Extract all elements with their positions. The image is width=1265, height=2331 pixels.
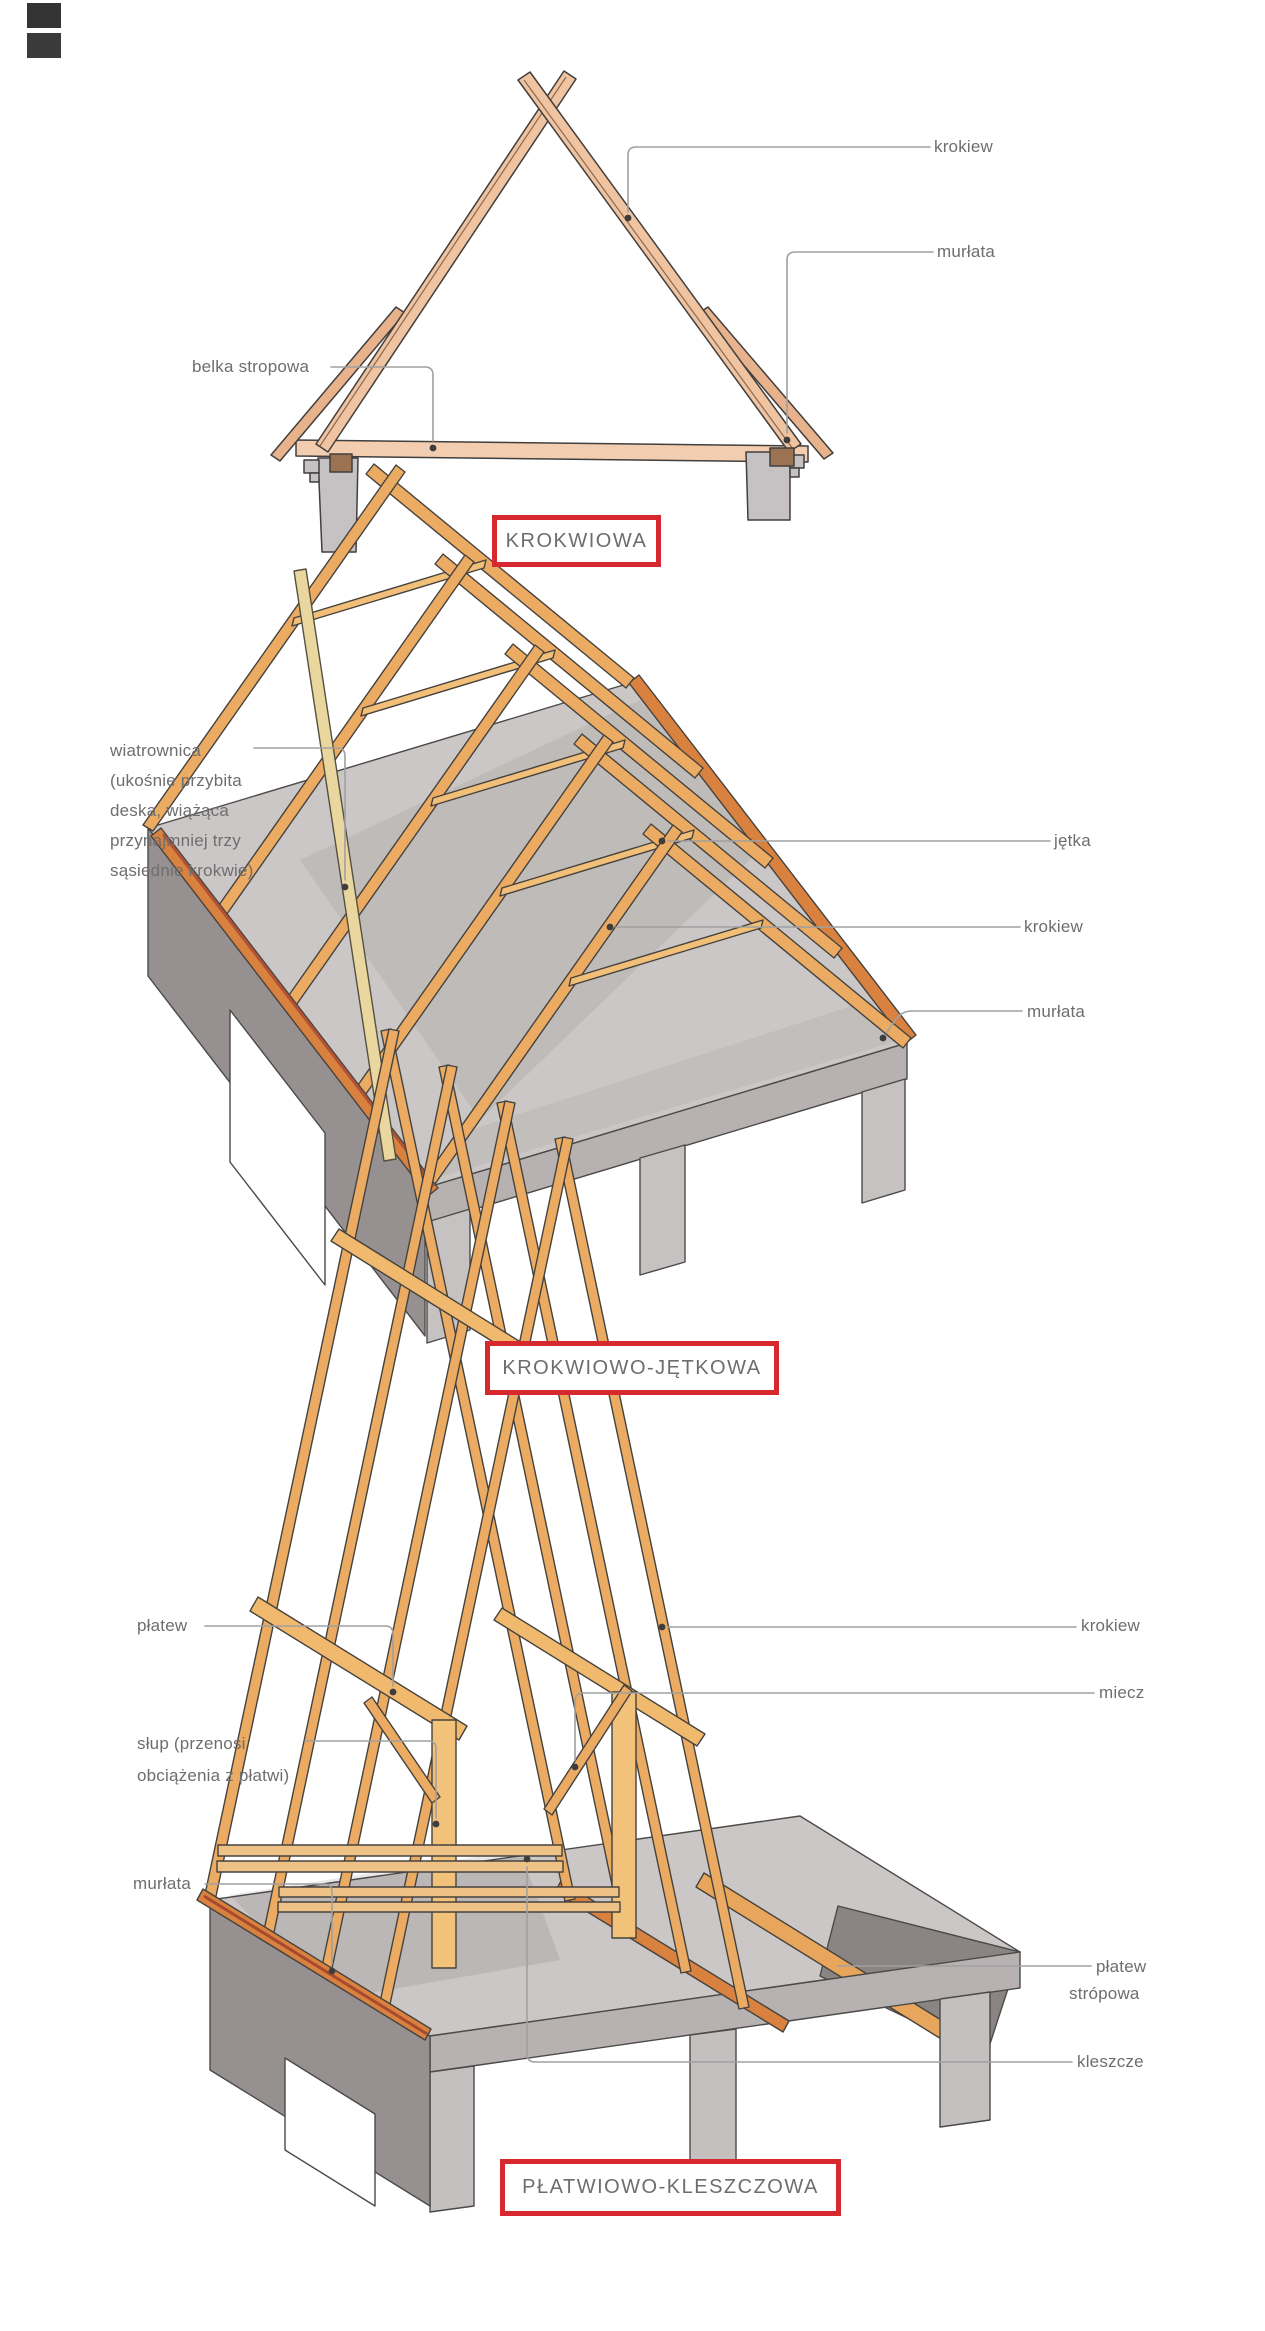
label-line: (ukośnie przybita [110, 771, 242, 790]
label-murlata-p1: murłata [937, 242, 996, 261]
concrete-pier [690, 2029, 736, 2176]
concrete-pier [430, 2066, 474, 2212]
scan-mark [27, 3, 61, 58]
label-slup [137, 1728, 347, 1792]
label-line: słup (przenosi [137, 1734, 246, 1753]
belka-stropowa-beam [296, 440, 808, 462]
label-platew: płatew [137, 1616, 188, 1635]
leader-krokiew-p1 [628, 147, 930, 212]
truss-drawing-krokwiowa [271, 71, 833, 552]
label-kleszcze: kleszcze [1077, 2052, 1144, 2071]
label-krokiew-p3: krokiew [1081, 1616, 1141, 1635]
leader-murlata-p1 [787, 252, 933, 433]
label-murlata-p2: murłata [1027, 1002, 1086, 1021]
murlata-block-right [770, 448, 794, 466]
title-box-krokwiowa: KROKWIOWA [492, 515, 661, 567]
label-murlata-p3: murłata [133, 1874, 192, 1893]
label-krokiew-p1: krokiew [934, 137, 994, 156]
post-right [612, 1692, 636, 1938]
label-line: wiatrownica [110, 741, 202, 760]
label-line: sąsiednie krokwie) [110, 861, 254, 880]
label-line: przynajmniej trzy [110, 831, 241, 850]
rafter-left [316, 71, 576, 452]
label-platew-stropowa-line2: strópowa [1069, 1984, 1140, 2003]
label-wiatrownica [110, 736, 300, 886]
title-box-krokwiowo-jetkowa: KROKWIOWO-JĘTKOWA [485, 1341, 779, 1395]
concrete-pier [940, 1992, 990, 2127]
label-miecz: miecz [1099, 1683, 1145, 1702]
concrete-pier [640, 1145, 685, 1275]
label-platew-stropowa-line1: płatew [1096, 1957, 1147, 1976]
purlin-left [250, 1597, 467, 1740]
murlata-block-left [330, 454, 352, 472]
label-krokiew-p2: krokiew [1024, 917, 1084, 936]
label-belka-stropowa: belka stropowa [192, 357, 310, 376]
concrete-pier [862, 1079, 905, 1203]
sprocket-right [699, 307, 833, 459]
label-jetka: jętka [1054, 831, 1091, 850]
label-line: obciążenia z płatwi) [137, 1766, 290, 1785]
title-box-platwiowo-kleszczowa: PŁATWIOWO-KLESZCZOWA [500, 2159, 841, 2216]
label-line: deska, wiążąca [110, 801, 230, 820]
